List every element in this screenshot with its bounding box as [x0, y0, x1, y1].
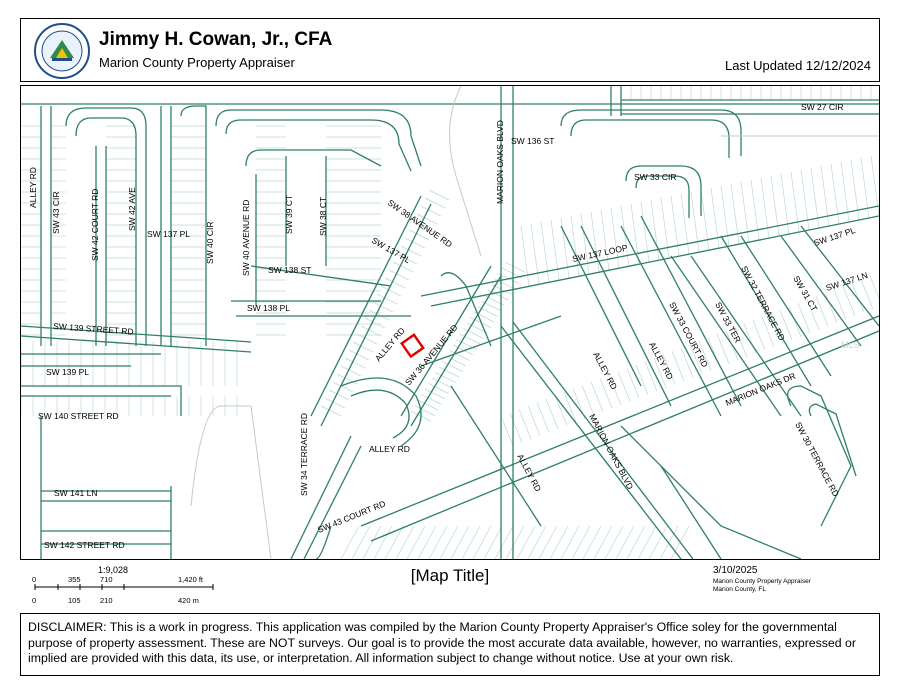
scale-m-label: 0 [32, 596, 37, 605]
parcel-map[interactable] [20, 85, 880, 560]
street-label: ALLEY RD [28, 167, 38, 208]
last-updated: Last Updated 12/12/2024 [724, 58, 871, 73]
scale-m-label: 210 [100, 596, 113, 605]
scale-ratio: 1:9,028 [98, 565, 129, 575]
street-label: SW 40 AVENUE RD [241, 199, 251, 276]
print-organization [713, 578, 811, 594]
street-label: SW 137 PL [147, 229, 190, 239]
street-label: SW 42 AVE [127, 187, 137, 231]
subject-parcel[interactable] [402, 335, 423, 357]
map-title: [Map Title] [410, 566, 490, 585]
street-label: SW 139 PL [46, 367, 89, 377]
street-label: SW 38 AVENUE RD [385, 197, 455, 250]
street-label: MARION OAKS DR [724, 370, 797, 408]
street-label: SW 34 TERRACE RD [299, 413, 309, 496]
street-label: SW 38 CT [318, 196, 328, 236]
scale-m-label: 105 [68, 596, 81, 605]
boundary-line [191, 406, 271, 559]
street-label: SW 137 PL [370, 235, 413, 266]
street-label: SW 142 STREET RD [44, 540, 125, 550]
print-org-line: Marion County Property Appraiser [713, 578, 811, 585]
street-label: SW 136 ST [511, 136, 555, 146]
header [20, 18, 880, 82]
parcel-lines [21, 86, 879, 559]
street-label: SW 43 CIR [51, 191, 61, 234]
street-label: SW 138 ST [268, 265, 312, 275]
street-label: SW 139 STREET RD [52, 321, 134, 337]
boundary-line [450, 86, 481, 256]
street-label: SW 27 CIR [801, 102, 844, 112]
map-canvas[interactable] [21, 86, 879, 559]
street-label: ALLEY RD [372, 325, 407, 364]
organization-name: Marion County Property Appraiser [99, 55, 295, 70]
scale-ft-label: 1,420 ft [178, 575, 204, 584]
street-label: SW 39 CT [284, 194, 294, 234]
street-label: SW 137 LOOP [571, 242, 629, 264]
street-labels [28, 102, 869, 550]
appraiser-name: Jimmy H. Cowan, Jr., CFA [99, 29, 333, 50]
street-label: SW 137 LN [824, 269, 869, 293]
scale-ft-label: 0 [32, 575, 37, 584]
street-label: ALLEY RD [591, 350, 620, 392]
print-org-line: Marion County, FL [713, 586, 766, 593]
street-label: ALLEY RD [647, 340, 676, 382]
street-label: SW 33 COURT RD [667, 300, 711, 369]
print-date: 3/10/2025 [713, 565, 758, 576]
street-label: SW 33 CIR [634, 172, 677, 182]
street-label: SW 42 COURT RD [90, 188, 100, 261]
street-label: SW 138 PL [247, 303, 290, 313]
street-label: SW 32 TERRACE RD [739, 264, 788, 343]
map-watermark: MLS [841, 340, 860, 350]
road-lines [21, 86, 879, 559]
street-label: SW 33 TER [713, 300, 744, 345]
street-label: SW 31 CT [791, 274, 820, 313]
street-label: SW 140 STREET RD [38, 411, 119, 421]
street-label: SW 36 AVENUE RD [402, 322, 460, 388]
street-label: SW 30 TERRACE RD [793, 420, 842, 499]
street-label: MARION OAKS BLVD [495, 120, 505, 204]
street-label: SW 43 COURT RD [316, 498, 387, 535]
scale-ft-label: 355 [68, 575, 81, 584]
scale-m-label: 420 m [178, 596, 199, 605]
street-label: SW 40 CIR [205, 221, 215, 264]
street-label: MARION OAKS BLVD [587, 412, 636, 492]
street-label: ALLEY RD [515, 452, 544, 494]
street-label: ALLEY RD [369, 444, 410, 454]
scale-ft-label: 710 [100, 575, 113, 584]
disclaimer: DISCLAIMER: This is a work in progress. This application was compiled by the Marion County Property Appraiser's Office soley for the governmental purpose of property assessment. These are NOT surveys. Our goal is to provide the most accurate data available, however, no warranties, expressed or implied are provided with this data, its use, or interpretation. All information subject to change without notice. Use at your own risk. [20, 613, 880, 676]
county-seal-logo [28, 22, 96, 80]
street-label: SW 141 LN [54, 488, 98, 498]
street-label: SW 137 PL [812, 225, 857, 248]
